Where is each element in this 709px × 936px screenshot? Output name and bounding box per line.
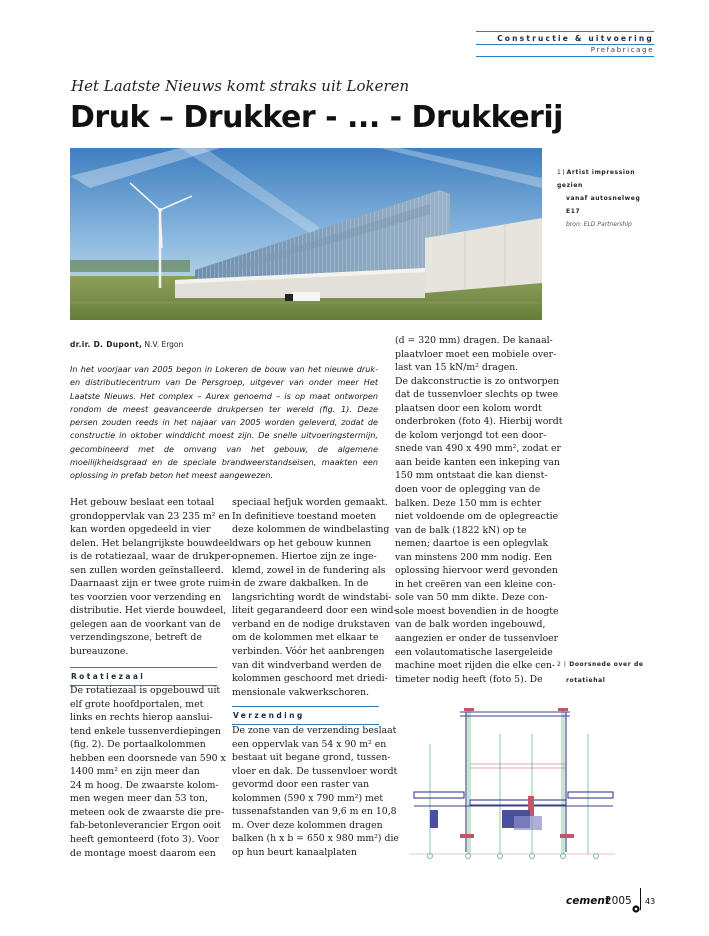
- text-line: om de kolommen met elkaar te: [232, 632, 379, 644]
- section-label: Constructie & uitvoering: [497, 34, 654, 43]
- text-line: (d = 320 mm) dragen. De kanaal-: [395, 335, 553, 346]
- article-title: Druk – Drukker - ... - Drukkerij: [70, 100, 563, 135]
- header-rule-bottom: [476, 56, 654, 57]
- text-line: van de balk worden ingebouwd,: [395, 619, 546, 631]
- text-line: gevormd door een raster van: [232, 779, 370, 791]
- text-line: verbinden. Vóór het aanbrengen: [232, 646, 385, 658]
- figure2-caption-line2: rotatiehal: [566, 677, 606, 684]
- author-name: dr.ir. D. Dupont,: [70, 340, 143, 349]
- text-line: kan worden opgedeeld in vier: [70, 524, 211, 536]
- figure1-caption-line1: Artist impression gezien: [557, 169, 636, 189]
- text-line: onderbroken (foto 4). Hierbij wordt: [395, 416, 563, 428]
- text-line: verzendingszone, betreft de: [70, 632, 202, 644]
- text-line: distributie. Het vierde bouwdeel,: [70, 605, 227, 617]
- header-rule-top: [476, 31, 654, 32]
- intro-paragraph: In het voorjaar van 2005 begon in Lokeren de bouw van het nieuwe druk- en distributiecentrum van De Persgroep, uitgever van onder meer Het Laatste Nieuws. Het complex – Aurex genoemd – is op maat ontworpen rondom de meest geavanceerde drukpersen ter wereld (fig. 1). Deze persen zouden reeds in het najaar van 2005 worden geleverd, zodat de constructie in oktober winddicht moest zijn. De snelle uitvoeringstermijn, gecombineerd met de omvang van het gebouw, de algemene moeilijkheidsgraad en de speciale brandweerstandseisen, maakten een oplossing in prefab beton het meest aangewezen.: [70, 364, 378, 481]
- author-line: [70, 340, 183, 349]
- text-line: sole van 50 mm dikte. Deze con-: [395, 592, 548, 604]
- text-line: de montage moest daarom een: [70, 847, 216, 859]
- text-line: op hun beurt kanaalplaten: [232, 846, 357, 858]
- text-line: tes voorzien voor verzending en: [70, 591, 221, 603]
- text-line: De dakconstructie is zo ontworpen: [395, 375, 560, 387]
- figure2-number: 2 |: [557, 661, 567, 668]
- text-line: de kolom verjongd tot een door-: [395, 429, 547, 441]
- text-line: 1400 mm² en zijn meer dan: [70, 766, 200, 778]
- figure1-number: 1 |: [557, 169, 565, 176]
- text-line: doen voor de oplegging van de: [395, 484, 541, 496]
- footer-brand: cement: [566, 895, 610, 907]
- text-line: een oppervlak van 54 x 90 m² en: [232, 738, 387, 750]
- text-line: machine moet rijden die elke cen-: [395, 660, 556, 672]
- column2-top: [232, 496, 397, 699]
- text-line: meteen ook de zwaarste die pre-: [70, 806, 224, 818]
- artist-impression-photo: [70, 148, 542, 320]
- text-line: De zone van de verzending beslaat: [232, 725, 397, 736]
- column3: [395, 334, 563, 686]
- figure2-caption: [557, 657, 657, 689]
- text-line: vloer en dak. De tussenvloer wordt: [232, 765, 398, 777]
- cross-section-drawing: [410, 704, 615, 860]
- footer-year: 2005: [605, 895, 632, 907]
- text-line: klemd, zowel in de fundering als: [232, 564, 386, 576]
- text-line: nemen; daartoe is een oplegvlak: [395, 538, 549, 550]
- text-line: bestaat uit begane grond, tussen-: [232, 752, 391, 764]
- text-line: 150 mm ontstaat die kan dienst-: [395, 470, 548, 482]
- text-line: kolommen geschoord met driedi-: [232, 673, 388, 685]
- footer-divider: [640, 888, 641, 910]
- text-line: kolommen (590 x 790 mm²) met: [232, 792, 384, 804]
- column1-bottom: [70, 684, 226, 860]
- text-line: grondoppervlak van 23 235 m² en: [70, 510, 230, 522]
- section-heading-verzending: Verzending: [232, 706, 379, 725]
- text-line: snede van 490 x 490 mm², zodat er: [395, 443, 561, 455]
- text-line: delen. Het belangrijkste bouwdeel: [70, 537, 233, 549]
- text-line: in de zware dakbalken. In de: [232, 578, 369, 590]
- column1-top: [70, 496, 234, 659]
- text-line: tend enkele tussenverdiepingen: [70, 725, 221, 737]
- text-line: timeter nodig heeft (foto 5). De: [395, 673, 543, 685]
- text-line: sen zullen worden geïnstalleerd.: [70, 564, 224, 576]
- text-line: Het gebouw beslaat een totaal: [70, 497, 215, 508]
- text-line: van de balk (1822 kN) op te: [395, 524, 527, 536]
- text-line: langsrichting wordt de windstabi-: [232, 591, 392, 603]
- header-rule-mid: [476, 44, 654, 45]
- article-kicker: Het Laatste Nieuws komt straks uit Lokeren: [71, 77, 410, 95]
- text-line: last van 15 kN/m² dragen.: [395, 362, 519, 374]
- text-line: een volautomatische lasergeleide: [395, 646, 553, 658]
- text-line: speciaal hefjuk worden gemaakt.: [232, 497, 388, 508]
- text-line: van dit windverband werden de: [232, 659, 382, 671]
- text-line: bureauzone.: [70, 646, 129, 658]
- text-line: liteit gegarandeerd door een wind-: [232, 605, 397, 617]
- text-line: heeft gemonteerd (foto 3). Voor: [70, 834, 219, 846]
- text-line: mensionale vakwerkschoren.: [232, 686, 370, 698]
- text-line: plaatsen door een kolom wordt: [395, 402, 542, 414]
- text-line: gelegen aan de voorkant van de: [70, 618, 221, 630]
- text-line: links en rechts hierop aanslui-: [70, 712, 213, 724]
- text-line: sole moest bovendien in de hoogte: [395, 605, 559, 617]
- text-line: aangezien er onder de tussenvloer: [395, 633, 559, 645]
- text-line: verband en de nodige drukstaven: [232, 618, 391, 630]
- text-line: (fig. 2). De portaalkolommen: [70, 739, 206, 751]
- text-line: In definitieve toestand moeten: [232, 510, 377, 522]
- footer-logo-icon: [632, 898, 640, 917]
- text-line: plaatvloer moet een mobiele over-: [395, 348, 557, 360]
- text-line: opnemen. Hiertoe zijn ze inge-: [232, 551, 377, 563]
- text-line: van minstens 200 mm nodig. Een: [395, 551, 553, 563]
- figure1-source: bron: ELD Partnership: [566, 221, 632, 228]
- text-line: men wegen meer dan 53 ton,: [70, 793, 208, 805]
- text-line: deze kolommen de windbelasting: [232, 524, 390, 536]
- text-line: dwars op het gebouw kunnen: [232, 537, 372, 549]
- text-line: m. Over deze kolommen dragen: [232, 819, 383, 831]
- text-line: aan beide kanten een inkeping van: [395, 456, 560, 468]
- subsection-label: Prefabricage: [590, 46, 654, 54]
- section-heading-rotatiezaal: Rotatiezaal: [70, 667, 217, 686]
- text-line: oplossing hiervoor werd gevonden: [395, 565, 558, 577]
- text-line: De rotatiezaal is opgebouwd uit: [70, 685, 221, 696]
- figure1-caption-line2: vanaf autosnelweg E17: [566, 195, 641, 215]
- column2-bottom: [232, 724, 399, 859]
- text-line: balken. Deze 150 mm is echter: [395, 497, 542, 509]
- figure2-caption-line1: Doorsnede over de: [569, 661, 644, 668]
- page-number: 43: [645, 897, 656, 906]
- text-line: hebben een doorsnede van 590 x: [70, 752, 226, 764]
- text-line: fab-betonleverancier Ergon ooit: [70, 820, 221, 832]
- figure1-caption: [557, 166, 657, 231]
- text-line: Daarnaast zijn er twee grote ruim-: [70, 578, 234, 590]
- author-org: N.V. Ergon: [144, 340, 184, 349]
- text-line: elf grote hoofdportalen, met: [70, 698, 204, 710]
- text-line: niet voldoende om de oplegreactie: [395, 511, 559, 523]
- text-line: balken (h x b = 650 x 980 mm²) die: [232, 833, 399, 845]
- text-line: dat de tussenvloer slechts op twee: [395, 389, 559, 401]
- text-line: 24 m hoog. De zwaarste kolom-: [70, 779, 219, 791]
- text-line: is de rotatiezaal, waar de drukper-: [70, 551, 234, 563]
- text-line: tussenafstanden van 9,6 m en 10,8: [232, 806, 397, 818]
- text-line: in het creëren van een kleine con-: [395, 578, 556, 590]
